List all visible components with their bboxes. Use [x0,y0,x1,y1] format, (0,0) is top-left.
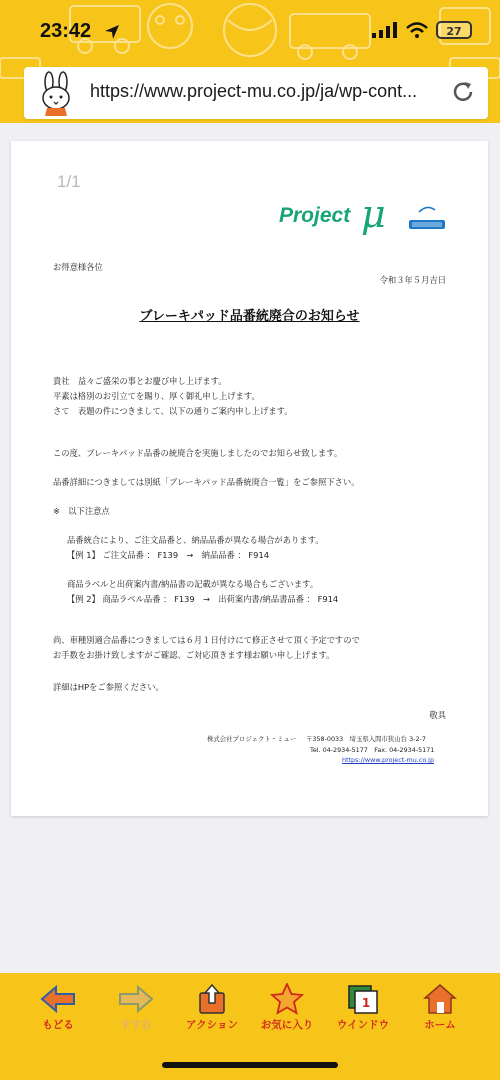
page-count: 1/1 [57,172,81,191]
battery-indicator: 27 [436,21,472,39]
rmu-emblem-icon [407,204,447,232]
document-title: ブレーキパッド品番統廃合のお知らせ [139,309,360,324]
clock: 23:42 [40,20,92,42]
revision-line-1: 尚、車種別適合品番につきましては６月１日付けにて修正させて頂く予定ですので [53,635,360,645]
windows-label: ウインドウ [336,1019,390,1031]
action-label: アクション [186,1019,238,1031]
windows-icon [345,983,381,1015]
miffy-bunny-icon [33,70,79,116]
addressee: お得意様各位 [53,262,103,272]
company-address: 〒358-0033 埼玉県入間市狭山台 3-2-7 [306,735,426,743]
details-reference-text: 品番詳細につきましては別紙「ブレーキパッド品番統廃合一覧」をご参照下さい。 [53,477,360,487]
company-website-link[interactable]: https://www.project-mu.co.jp [342,756,434,764]
forward-label: すすむ [120,1019,152,1031]
greeting-line-3: さて 表題の件につきまして、以下の通りご案内申し上げます。 [53,406,293,416]
star-icon [269,983,305,1015]
home-label: ホーム [424,1019,456,1031]
top-bar [0,0,500,123]
revision-line-2: お手数をお掛け致しますがご確認、ご対応頂きます様お願い申し上げます。 [53,650,335,660]
back-button[interactable] [18,983,98,1032]
note-1-example: 【例 1】 ご注文品番 ： F139 → 納品品番 ： F914 [67,550,270,560]
home-indicator [162,1062,338,1068]
note-1: 品番統合により、ご注文品番と、納品品番が異なる場合があります。 [67,535,324,545]
share-icon [194,983,230,1015]
company-name: 株式会社プロジェクト・ミュー [207,735,297,743]
logo-mu: μ [361,192,386,236]
favorites-button[interactable] [247,983,327,1032]
windows-button[interactable] [323,983,403,1032]
back-arrow-icon [40,983,76,1015]
url-text[interactable]: https://www.project-mu.co.jp/ja/wp-cont... [90,81,418,101]
home-icon [422,983,458,1015]
greeting-line-2: 平素は格別のお引立てを賜り、厚く御礼申し上げます。 [53,391,260,401]
announcement-text: この度、ブレーキパッド品番の統廃合を実施しましたのでお知らせ致します。 [53,448,343,458]
reload-icon[interactable] [450,79,476,105]
company-tel-fax: Tel. 04-2934-5177 Fax. 04-2934-5171 [310,746,435,754]
wifi-icon [406,22,428,38]
forward-arrow-icon [118,983,154,1015]
greeting-line-1: 貴社 益々ご盛栄の事とお慶び申し上げます。 [53,376,227,386]
windows-count: 1 [361,996,371,1010]
home-button[interactable] [400,983,480,1032]
favorites-label: お気に入り [260,1019,314,1031]
hp-reference-text: 詳細はHPをご参照ください。 [53,682,164,692]
forward-button[interactable] [96,983,176,1032]
closing-text: 敬具 [429,710,446,720]
back-label: もどる [42,1019,74,1031]
project-mu-logo [279,192,449,238]
location-arrow-icon [104,24,120,40]
logo-text: Project [279,204,351,227]
signal-icon [372,22,398,38]
issue-date: 令和３年５月吉日 [379,275,446,285]
status-bar [0,0,500,60]
note-2-example: 【例 2】 商品ラベル品番 ： F139 → 出荷案内書/納品書品番 ： F914 [67,594,339,604]
notes-heading: ※ 以下注意点 [53,506,110,516]
address-bar[interactable] [24,67,488,119]
action-button[interactable] [172,983,252,1032]
pdf-page [11,141,488,816]
note-2: 商品ラベルと出荷案内書/納品書の記載が異なる場合もございます。 [67,579,319,589]
